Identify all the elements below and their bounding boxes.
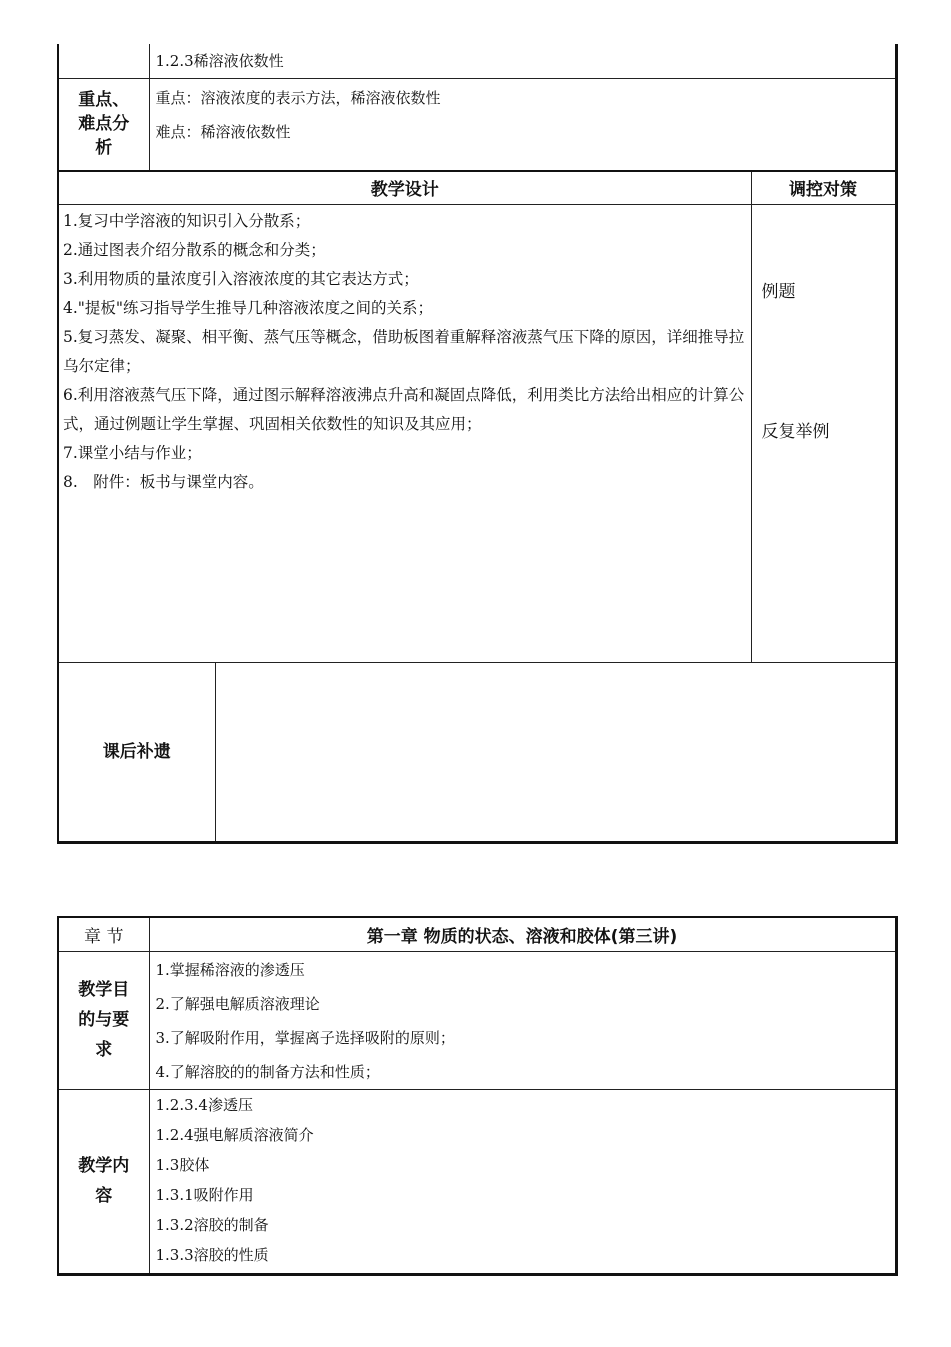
lesson-plan-table-top	[57, 44, 898, 844]
design-item: 3.利用物质的量浓度引入溶液浓度的其它表达方式；	[63, 270, 419, 288]
content-item: 1.3.2溶胶的制备	[155, 1215, 269, 1234]
content-label	[58, 1089, 149, 1274]
design-item: 1.复习中学溶液的知识引入分散系；	[63, 212, 311, 230]
label-line: 难点分	[78, 114, 130, 135]
label-line: 的与要	[78, 1010, 130, 1030]
label-line: 重点、	[78, 90, 130, 111]
label-line: 教学内	[78, 1156, 130, 1176]
goal-item: 1.掌握稀溶液的渗透压	[155, 960, 305, 979]
content-item: 1.3胶体	[155, 1155, 210, 1174]
design-header: 教学设计	[58, 171, 751, 205]
chapter-label: 章 节	[58, 917, 149, 951]
key-difficult-label	[58, 79, 149, 171]
goals-cell	[149, 951, 896, 1089]
content-label-cell-continued	[58, 44, 149, 79]
label-line: 求	[95, 1040, 113, 1060]
control-item: 反复举例	[761, 422, 830, 442]
control-header: 调控对策	[751, 171, 896, 205]
chapter-title: 第一章 物质的状态、溶液和胶体(第三讲)	[149, 917, 896, 951]
content-line: 1.2.3稀溶液依数性	[155, 52, 284, 70]
design-item: 8. 附件：板书与课堂内容。	[63, 473, 264, 491]
content-item: 1.3.1吸附作用	[155, 1185, 254, 1204]
control-content-cell	[751, 205, 896, 663]
control-item: 例题	[761, 282, 796, 302]
content-item: 1.3.3溶胶的性质	[155, 1245, 269, 1264]
label-line: 容	[95, 1186, 113, 1206]
design-item: 2.通过图表介绍分散系的概念和分类；	[63, 241, 326, 259]
goal-item: 4.了解溶胶的的制备方法和性质；	[155, 1062, 380, 1081]
lesson-plan-table-bottom	[57, 916, 898, 1276]
key-difficult-cell	[149, 79, 896, 171]
difficult-points-text: 难点：稀溶液依数性	[155, 123, 291, 141]
content-item: 1.2.3.4渗透压	[155, 1095, 253, 1114]
content-cell	[149, 1089, 896, 1274]
goal-item: 3.了解吸附作用，掌握离子选择吸附的原则；	[155, 1028, 455, 1047]
supplement-label: 课后补遗	[58, 663, 215, 843]
content-cell-continued	[149, 44, 896, 79]
content-item: 1.2.4强电解质溶液简介	[155, 1125, 314, 1144]
design-item: 4."提板"练习指导学生推导几种溶液浓度之间的关系；	[63, 299, 434, 317]
design-item: 5.复习蒸发、凝聚、相平衡、蒸气压等概念，借助板图着重解释溶液蒸气压下降的原因，详细推导拉乌尔定律；	[63, 328, 745, 375]
label-line: 析	[95, 138, 113, 159]
label-line: 教学目	[78, 980, 130, 1000]
design-item: 6.利用溶液蒸气压下降，通过图示解释溶液沸点升高和凝固点降低，利用类比方法给出相应的计算公式，通过例题让学生掌握、巩固相关依数性的知识及其应用；	[63, 386, 745, 433]
design-item: 7.课堂小结与作业；	[63, 444, 202, 462]
supplement-cell	[215, 663, 896, 843]
goal-item: 2.了解强电解质溶液理论	[155, 994, 320, 1013]
key-points-text: 重点：溶液浓度的表示方法，稀溶液依数性	[155, 89, 441, 107]
goals-label	[58, 951, 149, 1089]
design-content-cell	[58, 205, 751, 663]
